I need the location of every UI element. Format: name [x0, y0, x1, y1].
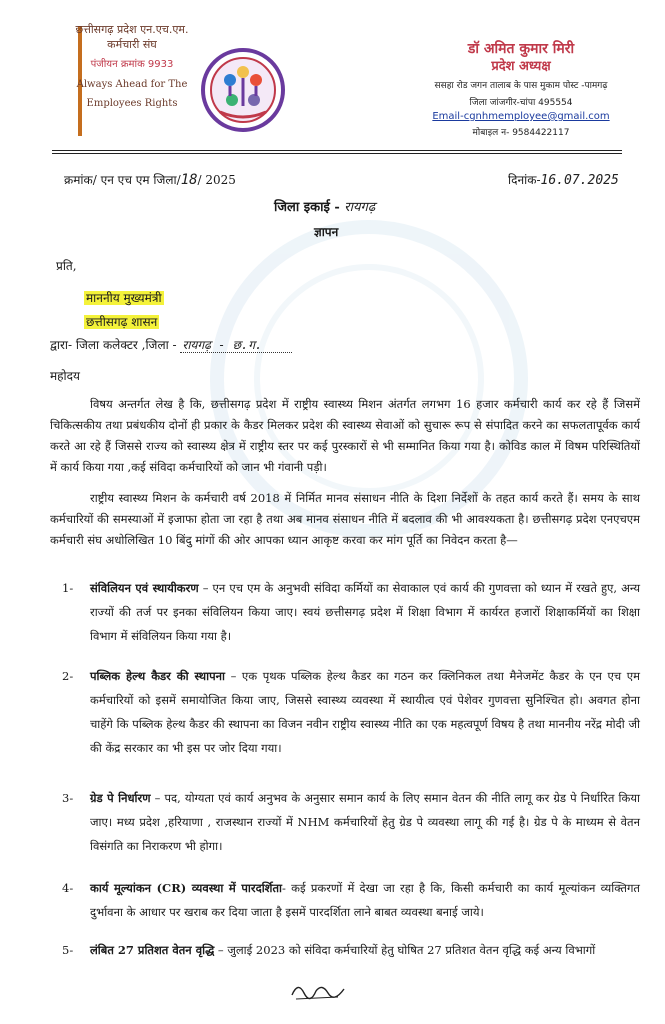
motto-line2: Employees Rights — [86, 98, 178, 109]
president-name: डॉ अमित कुमार मिरी — [467, 41, 575, 57]
ref-suffix: / 2025 — [197, 173, 236, 187]
demand-text: – पद, योग्यता एवं कार्य अनुभव के अनुसार समान कार्य के लिए समान वेतन की नीति लागू कर ग्रेड पे निर्धारित किया जाए। मध्य प्रदेश ,हरियाणा , राजस्थान राज्यों में NHM कर्मचारियों हेतु ग्रेड पे व्यवस्था लागू की गई है। ग्रेड पे के माध्यम से वेतन विसंगति का निराकरण भी होगा। — [90, 791, 640, 853]
demand-number: 3- — [62, 791, 74, 805]
recipient-line1 — [84, 290, 164, 306]
salutation: महोदय — [50, 369, 80, 383]
mobile-number: मोबाइल न- 9584422117 — [472, 128, 570, 138]
president-designation: प्रदेश अध्यक्ष — [491, 59, 551, 74]
intro-paragraph — [50, 394, 640, 478]
demand-title: कार्य मूल्यांकन (CR) व्यवस्था में पारदर्शिता — [90, 881, 283, 895]
president-block — [416, 40, 626, 140]
demand-text: – एक पृथक पब्लिक हेल्थ कैडर का गठन कर क्लिनिकल तथा मैनेजमेंट कैडर के एन एच एम कर्मचारियों को इसमें समायोजित किया जाए, जिससे स्वास्थ्य व्यवस्था में स्थायीत्व एवं पेशेवर गुणवत्ता सुनिश्चित हो। अवगत होना चाहेंगे कि पब्लिक हेल्थ कैडर की स्थापना का विजन नवीन राष्ट्रीय स्वास्थ्य नीति का एक महत्वपूर्ण विषय है तथा माननीय नरेंद्र मोदी जी की केंद्र सरकार का भी इस पर जोर दिया गया। — [90, 669, 640, 755]
org-block — [72, 22, 192, 142]
email-link[interactable]: Email-cgnhmemployee@gmail.com — [432, 111, 610, 122]
unit-label: जिला इकाई - — [274, 200, 340, 215]
demand-item-2 — [62, 664, 640, 760]
date-label: दिनांक- — [508, 173, 541, 187]
signature — [288, 975, 348, 1005]
letterhead-divider-2 — [52, 153, 622, 154]
date-handwritten: 16.07.2025 — [540, 173, 619, 188]
ref-handwritten-number: 18 — [180, 172, 198, 188]
demand-title: ग्रेड पे निर्धारण — [90, 791, 151, 805]
recipient-govt: छत्तीसगढ़ शासन — [86, 315, 158, 329]
demand-number: 2- — [62, 669, 74, 683]
via-line — [50, 337, 292, 353]
demand-item-4 — [62, 876, 640, 924]
demand-text: – एन एच एम के अनुभवी संविदा कर्मियों का सेवाकाल एवं कार्य की गुणवत्ता को ध्यान में रखते हुए, अन्य राज्यों की तर्ज पर इनका संविलियन किया जाए। स्वयं छत्तीसगढ़ प्रदेश में शिक्षा विभाग में कार्यरत हजारों शिक्षाकर्मियों का शिक्षा विभाग में संविलियन किया गया है। — [90, 581, 640, 643]
demand-title: लंबित 27 प्रतिशत वेतन वृद्धि — [90, 943, 215, 957]
demand-text: – जुलाई 2023 को संविदा कर्मचारियों हेतु घोषित 27 प्रतिशत वेतन वृद्धि कई अन्य विभागों — [214, 943, 596, 957]
motto-line1: Always Ahead for The — [76, 79, 188, 90]
via-label: द्वारा- जिला कलेक्टर ,जिला - — [50, 338, 177, 352]
registration-number: पंजीयन क्रमांक 9933 — [90, 59, 174, 70]
paragraph-1: विषय अन्तर्गत लेख है कि, छत्तीसगढ़ प्रदेश में राष्ट्रीय स्वास्थ्य मिशन अंतर्गत लगभग 16 हजार कर्मचारी कार्य कर रहे हैं जिसमें चिकित्सकीय तथा प्रबंधकीय दोनों ही प्रकार के कैडर मिलकर प्रदेश की स्वास्थ्य सेवाओं को सुचारू रूप से संपादित करने का सफलतापूर्वक कार्य करते आ रहे हैं जिससे राज्य को स्वास्थ्य क्षेत्र में राष्ट्रीय स्तर पर कई पुरस्कारों से भी सम्मानित किया गया है। कोविड काल में विषम परिस्थितियों में कार्य किया गया ,कई संविदा कर्मचारियों को जान भी गंवानी पड़ी। — [50, 397, 640, 474]
second-paragraph — [50, 488, 640, 551]
recipient-chief-minister: माननीय मुख्यमंत्री — [86, 291, 162, 305]
to-label: प्रति, — [56, 259, 77, 273]
address-line2: जिला जांजगीर-चांपा 495554 — [469, 98, 573, 108]
demand-item-5 — [62, 938, 640, 962]
ref-prefix: क्रमांक/ एन एच एम जिला/ — [64, 173, 181, 187]
org-name-line2: कर्मचारी संघ — [107, 38, 157, 51]
demand-title: पब्लिक हेल्थ कैडर की स्थापना — [90, 669, 226, 683]
memo-title: ज्ञापन — [314, 225, 339, 239]
demand-title: संविलियन एवं स्थायीकरण — [90, 581, 199, 595]
demand-number: 4- — [62, 881, 74, 895]
via-handwritten: रायगढ़ - छ.ग. — [180, 338, 292, 353]
reference-number — [64, 172, 236, 188]
demand-number: 1- — [62, 581, 74, 595]
demand-item-1 — [62, 576, 640, 648]
date-field — [508, 172, 619, 189]
org-logo — [200, 40, 286, 140]
district-unit-heading — [274, 200, 375, 216]
paragraph-2: राष्ट्रीय स्वास्थ्य मिशन के कर्मचारी वर्ष 2018 में निर्मित मानव संसाधन नीति के दिशा निर्देशों के तहत कार्य करते हैं। समय के साथ कर्मचारियों की समस्याओं में इजाफा होता जा रहा है तथा अब मानव संसाधन नीति में बदलाव की भी आवश्यकता है। छत्तीसगढ़ प्रदेश एनएचएम कर्मचारी संघ अधोलिखित 10 बिंदु मांगों की ओर आपका ध्यान आकृष्ट करवा कर मांग पूर्ति का निवेदन करता है— — [50, 491, 640, 547]
org-name-line1: छत्तीसगढ़ प्रदेश एन.एच.एम. — [75, 23, 189, 36]
address-line1: ससहा रोड जगन तालाब के पास मुकाम पोस्ट -पामगढ़ — [434, 81, 608, 91]
demand-number: 5- — [62, 943, 74, 957]
demand-text: - कई प्रकरणों में देखा जा रहा है कि, किसी कर्मचारी का कार्य मूल्यांकन व्यक्तिगत दुर्भावना के आधार पर खराब कर दिया जाता है इसमें पारदर्शिता लाने बाबत व्यवस्था बनाई जाये। — [90, 881, 640, 919]
recipient-line2 — [84, 314, 159, 330]
demand-item-3 — [62, 786, 640, 858]
letterhead-divider — [52, 150, 622, 151]
unit-handwritten: रायगढ़ — [344, 200, 376, 215]
